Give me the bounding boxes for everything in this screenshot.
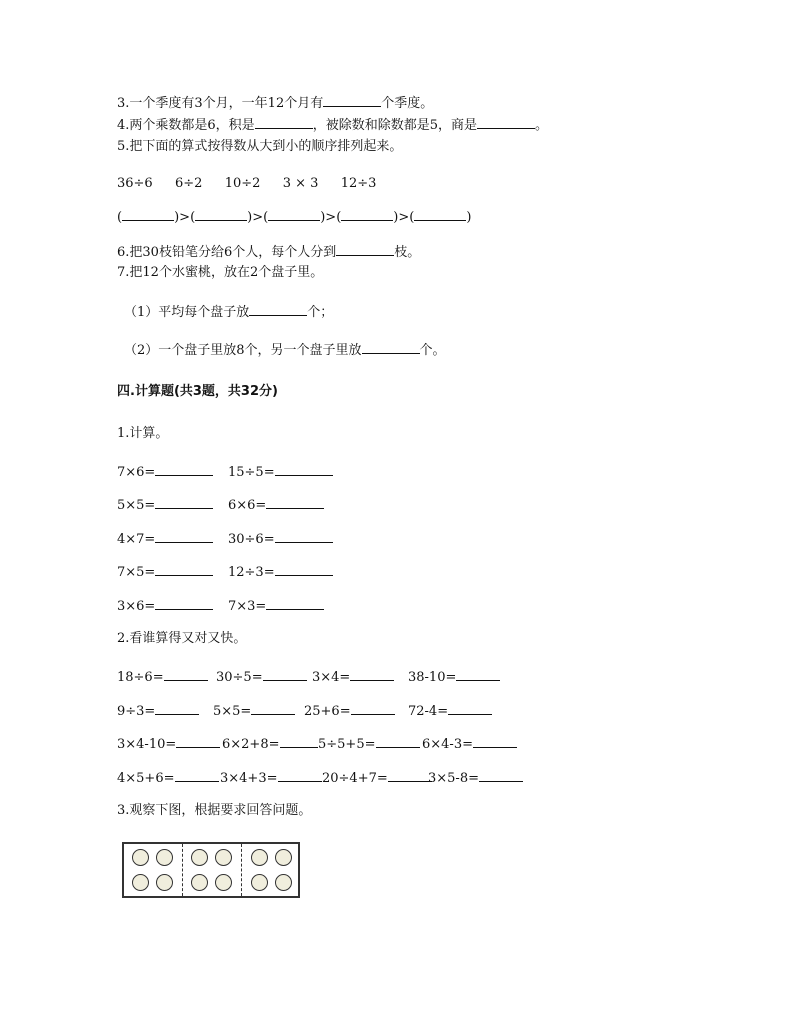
- question-7: [117, 265, 323, 281]
- question-5: [117, 139, 402, 155]
- question-3-suffix: 个季度。: [381, 96, 434, 111]
- answer-blank[interactable]: [376, 735, 420, 748]
- peach-circle: [275, 849, 292, 866]
- greater-than: >: [398, 210, 410, 225]
- question-6-text: 6.把30枝铅笔分给6个人，每个人分到: [117, 245, 337, 260]
- calc-item: [117, 463, 213, 481]
- peach-circle: [251, 874, 268, 891]
- question-4-part2: ，被除数和除数都是5，商是: [312, 118, 477, 133]
- answer-blank[interactable]: [155, 563, 213, 576]
- expression: 6÷2: [175, 176, 203, 191]
- calc-item: [220, 769, 322, 787]
- greater-than: >: [325, 210, 337, 225]
- calc-item: [228, 496, 324, 514]
- paren-close: ): [466, 210, 472, 225]
- section-title: 四.计算题(共3题，共32分): [117, 384, 278, 399]
- paren-open: (: [336, 210, 342, 225]
- order-blank[interactable]: [268, 208, 320, 221]
- question-7-sub2: [124, 341, 446, 359]
- answer-blank[interactable]: [155, 463, 213, 476]
- answer-blank[interactable]: [388, 769, 432, 782]
- calc-expression: 38-10=: [408, 670, 457, 685]
- calc-expression: 4×5+6=: [117, 771, 175, 786]
- paren-close: ): [247, 210, 253, 225]
- answer-blank[interactable]: [255, 116, 313, 129]
- answer-blank[interactable]: [473, 735, 517, 748]
- answer-blank[interactable]: [350, 668, 394, 681]
- paren-open: (: [190, 210, 196, 225]
- calc-item: [117, 769, 219, 787]
- order-blank[interactable]: [195, 208, 247, 221]
- answer-blank[interactable]: [155, 702, 199, 715]
- answer-blank[interactable]: [479, 769, 523, 782]
- calc-item: [117, 668, 208, 686]
- peach-circle: [156, 874, 173, 891]
- question-7-sub1-text: （1）平均每个盘子放: [124, 305, 250, 320]
- greater-than: >: [179, 210, 191, 225]
- calc-expression: 25+6=: [304, 704, 351, 719]
- calc-expression: 18÷6=: [117, 670, 164, 685]
- answer-blank[interactable]: [155, 597, 213, 610]
- answer-blank[interactable]: [175, 769, 219, 782]
- question-7-sub2-suffix: 个。: [419, 343, 446, 358]
- calc-expression: 5×5=: [213, 704, 252, 719]
- calc-item: [304, 702, 395, 720]
- answer-blank[interactable]: [351, 702, 395, 715]
- question-4-part3: 。: [534, 118, 548, 133]
- question-7-sub1: [124, 303, 333, 321]
- calc-item: [428, 769, 523, 787]
- calc-expression: 6×6=: [228, 498, 267, 513]
- answer-blank[interactable]: [275, 530, 333, 543]
- paren-close: ): [320, 210, 326, 225]
- calc-item: [216, 668, 307, 686]
- calc-item: [228, 563, 333, 581]
- calc-item: [228, 530, 333, 548]
- question-4: [117, 116, 548, 134]
- answer-blank[interactable]: [176, 735, 220, 748]
- paren-open: (: [409, 210, 415, 225]
- calc-item: [422, 735, 517, 753]
- calc-3-title: 3.观察下图，根据要求回答问题。: [117, 803, 312, 818]
- calc-item: [228, 597, 324, 615]
- calc-expression: 7×3=: [228, 599, 267, 614]
- question-7-sub2-text: （2）一个盘子里放8个，另一个盘子里放: [124, 343, 362, 358]
- answer-blank[interactable]: [456, 668, 500, 681]
- peach-circle: [215, 849, 232, 866]
- question-6: [117, 243, 420, 261]
- calc-expression: 3×4=: [312, 670, 351, 685]
- paren-open: (: [117, 210, 123, 225]
- answer-blank[interactable]: [275, 563, 333, 576]
- peach-circle: [251, 849, 268, 866]
- calc-item: [117, 735, 220, 753]
- peach-circle: [275, 874, 292, 891]
- calc-expression: 3×6=: [117, 599, 156, 614]
- answer-blank[interactable]: [336, 243, 394, 256]
- calc-expression: 7×5=: [117, 565, 156, 580]
- expression: 3 × 3: [282, 176, 319, 191]
- question-3-text: 3.一个季度有3个月，一年12个月有: [117, 96, 324, 111]
- calc-expression: 9÷3=: [117, 704, 156, 719]
- answer-blank[interactable]: [448, 702, 492, 715]
- calc-expression: 12÷3=: [228, 565, 275, 580]
- calc-1-title: 1.计算。: [117, 426, 169, 441]
- expression: 12÷3: [340, 176, 377, 191]
- answer-blank[interactable]: [477, 116, 535, 129]
- calc-2-title: 2.看谁算得又对又快。: [117, 631, 247, 646]
- answer-blank[interactable]: [266, 597, 324, 610]
- answer-blank[interactable]: [266, 496, 324, 509]
- calc-item: [117, 496, 213, 514]
- answer-blank[interactable]: [275, 463, 333, 476]
- question-5-expressions: [117, 176, 376, 192]
- calc-item: [213, 702, 295, 720]
- question-5-text: 5.把下面的算式按得数从大到小的顺序排列起来。: [117, 139, 403, 154]
- peach-plates-figure: [122, 842, 300, 898]
- calc-item: [117, 702, 199, 720]
- calc-item: [408, 668, 500, 686]
- answer-blank[interactable]: [155, 496, 213, 509]
- calc-expression: 5×5=: [117, 498, 156, 513]
- calc-item: [117, 530, 213, 548]
- question-6-suffix: 枝。: [394, 245, 421, 260]
- answer-blank[interactable]: [155, 530, 213, 543]
- calc-expression: 72-4=: [408, 704, 449, 719]
- answer-blank[interactable]: [251, 702, 295, 715]
- dashed-divider: [241, 844, 242, 896]
- calc-item: [228, 463, 333, 481]
- calc-expression: 30÷5=: [216, 670, 263, 685]
- answer-blank[interactable]: [249, 303, 307, 316]
- calc-expression: 7×6=: [117, 465, 156, 480]
- calc-expression: 30÷6=: [228, 532, 275, 547]
- paren-close: ): [174, 210, 180, 225]
- answer-blank[interactable]: [278, 769, 322, 782]
- order-blank[interactable]: [341, 208, 393, 221]
- calc-expression: 3×4+3=: [220, 771, 278, 786]
- answer-blank[interactable]: [323, 94, 381, 107]
- expression: 36÷6: [117, 176, 153, 191]
- calc-item: [408, 702, 492, 720]
- peach-circle: [156, 849, 173, 866]
- calc-item: [318, 735, 420, 753]
- answer-blank[interactable]: [263, 668, 307, 681]
- peach-circle: [191, 849, 208, 866]
- calc-item: [222, 735, 318, 753]
- peach-circle: [132, 874, 149, 891]
- greater-than: >: [252, 210, 264, 225]
- peach-circle: [132, 849, 149, 866]
- calc-expression: 15÷5=: [228, 465, 275, 480]
- order-blank[interactable]: [414, 208, 466, 221]
- question-7-text: 7.把12个水蜜桃，放在2个盘子里。: [117, 265, 324, 280]
- order-blank[interactable]: [122, 208, 174, 221]
- calc-expression: 4×7=: [117, 532, 156, 547]
- calc-expression: 3×4-10=: [117, 737, 177, 752]
- peach-circle: [191, 874, 208, 891]
- answer-blank[interactable]: [280, 735, 318, 748]
- question-7-sub1-suffix: 个；: [307, 305, 334, 320]
- calc-expression: 3×5-8=: [428, 771, 479, 786]
- calc-item: [117, 563, 213, 581]
- calc-item: [322, 769, 432, 787]
- answer-blank[interactable]: [164, 668, 208, 681]
- calc-expression: 6×4-3=: [422, 737, 473, 752]
- calc-expression: 6×2+8=: [222, 737, 280, 752]
- question-3: [117, 94, 433, 112]
- peach-circle: [215, 874, 232, 891]
- calc-expression: 20÷4+7=: [322, 771, 388, 786]
- dashed-divider: [182, 844, 183, 896]
- calc-item: [117, 597, 213, 615]
- question-5-order-row: [117, 208, 471, 226]
- paren-close: ): [393, 210, 399, 225]
- calc-item: [312, 668, 394, 686]
- paren-open: (: [263, 210, 269, 225]
- calc-expression: 5÷5+5=: [318, 737, 376, 752]
- answer-blank[interactable]: [362, 341, 420, 354]
- expression: 10÷2: [224, 176, 261, 191]
- question-4-part1: 4.两个乘数都是6，积是: [117, 118, 255, 133]
